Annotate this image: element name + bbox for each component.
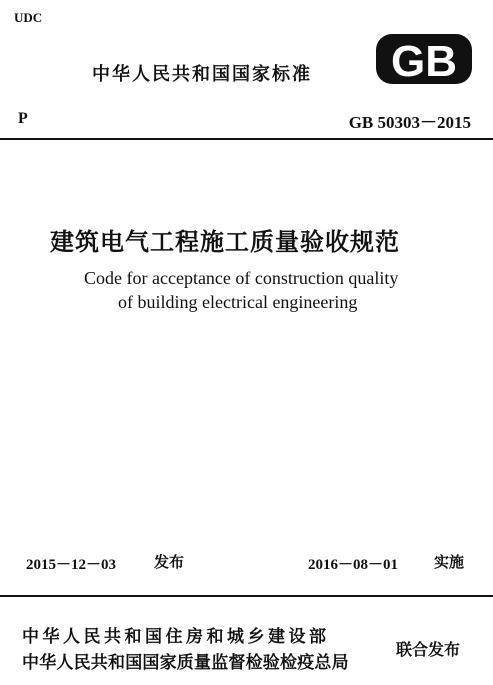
- gb-logo: [374, 30, 474, 88]
- standard-number: GB 50303－2015: [348, 113, 471, 132]
- implement-label: 实施: [434, 553, 465, 571]
- bottom-divider: [0, 595, 493, 597]
- top-divider: [0, 138, 493, 140]
- issuer-aqsiq: 中华人民共和国国家质量监督检验检疫总局: [22, 653, 349, 673]
- title-english-line1: Code for acceptance of construction quality: [84, 268, 399, 288]
- implement-date: 2016－08－01: [308, 557, 399, 573]
- title-english-line2: of building electrical engineering: [118, 292, 358, 312]
- gb-logo-text: GB: [391, 37, 457, 86]
- title-chinese: 建筑电气工程施工质量验收规范: [50, 227, 400, 256]
- classification-code: P: [18, 110, 28, 127]
- udc-label: UDC: [14, 10, 43, 25]
- issue-label: 发布: [154, 553, 185, 571]
- standard-type: 中华人民共和国国家标准: [92, 64, 312, 85]
- joint-issue-label: 联合发布: [396, 640, 461, 659]
- issuer-ministry: 中华人民共和国住房和城乡建设部: [22, 627, 330, 647]
- issue-date: 2015－12－03: [26, 557, 117, 573]
